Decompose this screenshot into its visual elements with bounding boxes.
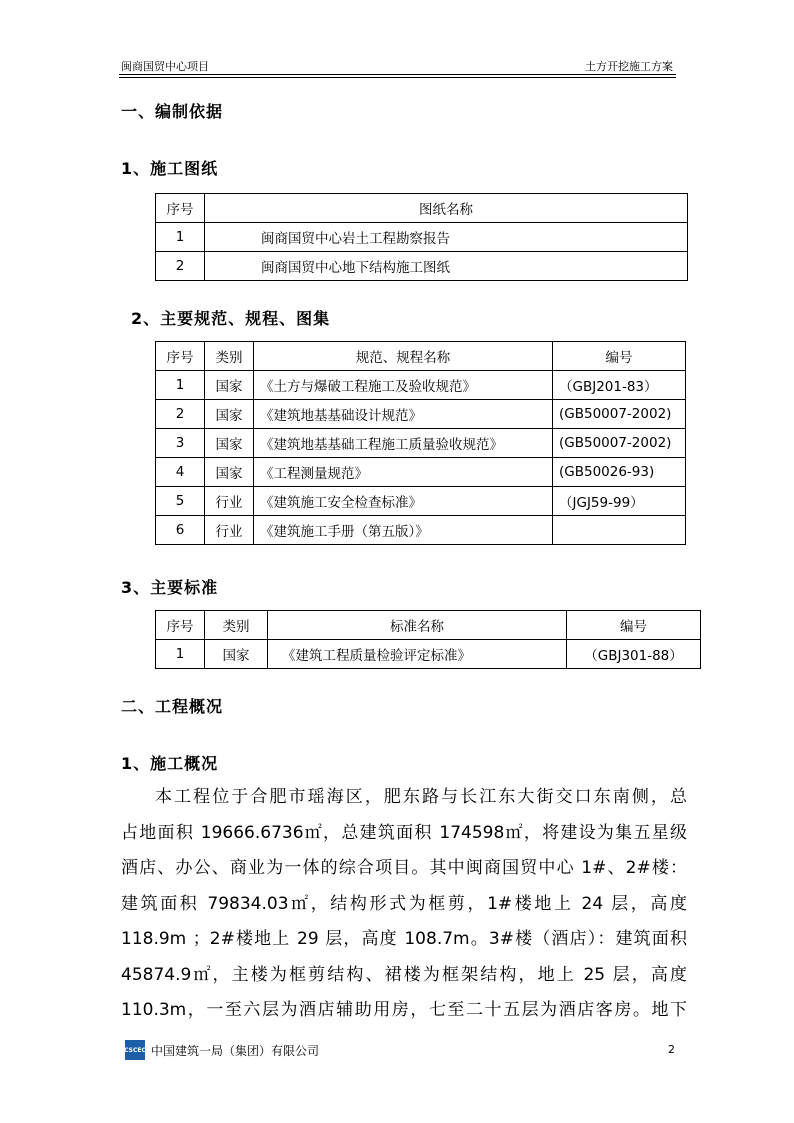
- table-row: [156, 223, 688, 252]
- table-cell: 《建筑工程质量检验评定标准》: [268, 640, 567, 669]
- table-row: [156, 516, 686, 545]
- header-document-title: 土方开挖施工方案: [585, 60, 673, 73]
- table-cell: 1: [156, 371, 205, 400]
- table-cell: 1: [156, 640, 205, 669]
- table-cell: 1: [156, 223, 205, 252]
- table-cell: 5: [156, 487, 205, 516]
- table-cell: 国家: [205, 371, 254, 400]
- header-rule: [119, 77, 676, 78]
- table-header-cell: 类别: [205, 342, 254, 371]
- page-number: 2: [668, 1043, 675, 1056]
- table-row: [156, 640, 701, 669]
- table-cell: [553, 516, 686, 545]
- table-row: [156, 429, 686, 458]
- table-cell: （GBJ301-88）: [567, 640, 701, 669]
- paragraph-line: 占地面积 19666.6736㎡，总建筑面积 174598㎡，将建设为集五星级: [121, 822, 687, 843]
- table-cell: (GB50007-2002): [553, 400, 686, 429]
- table-header-cell: 规范、规程名称: [254, 342, 553, 371]
- subsection-heading-construction: 1、施工概况: [121, 754, 219, 773]
- paragraph-line: 本工程位于合肥市瑶海区，肥东路与长江东大街交口东南侧，总: [155, 787, 687, 807]
- table-header-cell: 编号: [553, 342, 686, 371]
- table-cell: 2: [156, 252, 205, 281]
- table-cell: 国家: [205, 458, 254, 487]
- drawings-table: [155, 193, 688, 281]
- paragraph-line: 110.3m，一至六层为酒店辅助用房，七至二十五层为酒店客房。地下: [121, 1000, 687, 1020]
- table-cell: 闽商国贸中心地下结构施工图纸: [205, 252, 688, 281]
- header-project-name: 闽商国贸中心项目: [121, 60, 209, 73]
- table-cell: 6: [156, 516, 205, 545]
- table-cell: 《工程测量规范》: [254, 458, 553, 487]
- table-cell: (GB50026-93): [553, 458, 686, 487]
- table-header-row: [156, 342, 686, 371]
- table-cell: 行业: [205, 516, 254, 545]
- table-cell: 国家: [205, 400, 254, 429]
- logo-text: CSCEC: [124, 1046, 146, 1054]
- table-header-cell: 标准名称: [268, 611, 567, 640]
- table-cell: 《建筑施工安全检查标准》: [254, 487, 553, 516]
- table-header-row: [156, 611, 701, 640]
- table-row: [156, 400, 686, 429]
- page-footer: [121, 1040, 687, 1062]
- header-rule: [119, 74, 676, 75]
- codes-table: [155, 341, 686, 545]
- table-cell: 《土方与爆破工程施工及验收规范》: [254, 371, 553, 400]
- table-cell: (GB50007-2002): [553, 429, 686, 458]
- company-logo: [125, 1040, 145, 1060]
- table-cell: （JGJ59-99）: [553, 487, 686, 516]
- standards-table: [155, 610, 701, 669]
- company-name: 中国建筑一局（集团）有限公司: [151, 1044, 320, 1058]
- paragraph-line: 酒店、办公、商业为一体的综合项目。其中闽商国贸中心 1#、2#楼：: [121, 858, 687, 878]
- table-cell: 《建筑地基基础工程施工质量验收规范》: [254, 429, 553, 458]
- subsection-heading-standards: 3、主要标准: [121, 578, 219, 597]
- table-cell: 行业: [205, 487, 254, 516]
- paragraph-line: 建筑面积 79834.03㎡，结构形式为框剪，1#楼地上 24 层，高度: [121, 893, 687, 914]
- table-cell: 闽商国贸中心岩土工程勘察报告: [205, 223, 688, 252]
- section-heading-overview: 二、工程概况: [121, 697, 224, 716]
- table-cell: 《建筑地基基础设计规范》: [254, 400, 553, 429]
- table-row: [156, 371, 686, 400]
- table-header-cell: 序号: [156, 194, 205, 223]
- table-cell: 《建筑施工手册（第五版）》: [254, 516, 553, 545]
- table-cell: 4: [156, 458, 205, 487]
- table-cell: 国家: [205, 640, 268, 669]
- table-cell: （GBJ201-83）: [553, 371, 686, 400]
- table-cell: 3: [156, 429, 205, 458]
- overview-paragraph: [121, 780, 687, 1029]
- table-header-cell: 类别: [205, 611, 268, 640]
- table-row: [156, 487, 686, 516]
- section-heading-basis: 一、编制依据: [121, 102, 224, 121]
- table-header-cell: 编号: [567, 611, 701, 640]
- table-row: [156, 252, 688, 281]
- table-cell: 2: [156, 400, 205, 429]
- subsection-heading-drawings: 1、施工图纸: [121, 159, 219, 178]
- table-header-row: [156, 194, 688, 223]
- paragraph-line: 45874.9㎡，主楼为框剪结构、裙楼为框架结构，地上 25 层，高度: [121, 964, 687, 985]
- table-cell: 国家: [205, 429, 254, 458]
- table-row: [156, 458, 686, 487]
- table-header-cell: 序号: [156, 611, 205, 640]
- table-header-cell: 序号: [156, 342, 205, 371]
- subsection-heading-codes: 2、主要规范、规程、图集: [131, 309, 331, 328]
- table-header-cell: 图纸名称: [205, 194, 688, 223]
- paragraph-line: 118.9m ；2#楼地上 29 层，高度 108.7m。3#楼（酒店）：建筑面积: [121, 929, 687, 949]
